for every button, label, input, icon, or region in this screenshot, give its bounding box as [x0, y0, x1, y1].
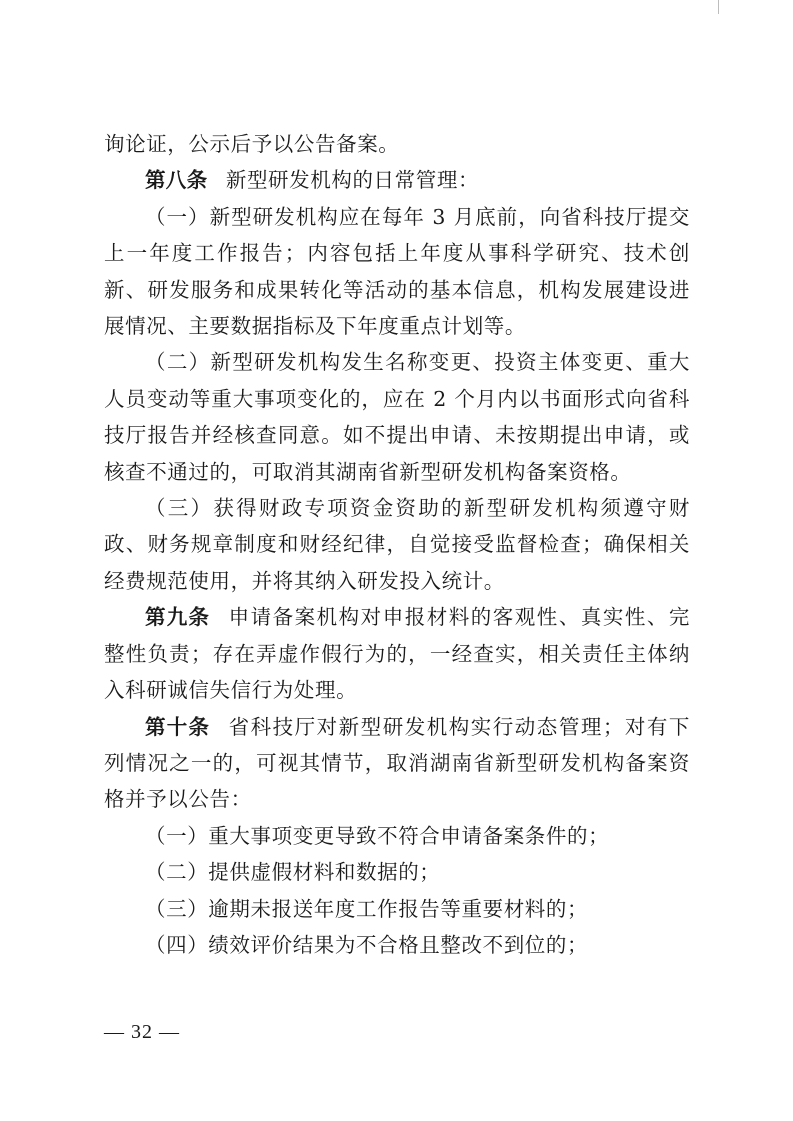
- article-10-item-3: [104, 891, 690, 927]
- article-10-item-1: [104, 818, 690, 854]
- article-10-item-2: [104, 854, 690, 890]
- document-body: [104, 126, 690, 963]
- article-8-item-3: [104, 490, 690, 599]
- paragraph-text: （三）逾期未报送年度工作报告等重要材料的；: [145, 896, 589, 921]
- article-label: 第八条: [145, 168, 208, 193]
- paragraph-text: （四）绩效评价结果为不合格且整改不到位的；: [145, 932, 589, 957]
- article-8-item-1: [104, 199, 690, 345]
- paragraph-text: 询论证，公示后予以公告备案。: [104, 132, 400, 156]
- article-8-heading: [104, 162, 690, 198]
- paragraph-continuation: [104, 126, 690, 162]
- article-label: 第九条: [145, 605, 211, 630]
- article-8-item-2: [104, 344, 690, 490]
- page-edge-mark: [718, 0, 719, 14]
- article-10: [104, 709, 690, 818]
- article-10-item-4: [104, 927, 690, 963]
- paragraph-text: 新型研发机构的日常管理：: [225, 168, 480, 193]
- paragraph-text: （二）提供虚假材料和数据的；: [145, 860, 441, 885]
- article-9: [104, 599, 690, 708]
- article-label: 第十条: [145, 714, 211, 739]
- paragraph-text: 省科技厅对新型研发机构实行动态管理；对有下列情况之一的，可视其情节，取消湖南省新型研发机构备案资格并予以公告：: [104, 714, 690, 812]
- paragraph-text: （一）新型研发机构应在每年 3 月底前，向省科技厅提交上一年度工作报告；内容包括上年度从事科学研究、技术创新、研发服务和成果转化等活动的基本信息，机构发展建设进展情况、主要数据指标及下年度重点计划等。: [104, 204, 690, 339]
- paragraph-text: （二）新型研发机构发生名称变更、投资主体变更、重大人员变动等重大事项变化的，应在 2 个月内以书面形式向省科技厅报告并经核查同意。如不提出申请、未按期提出申请，或核查不通过的，可取消其湖南省新型研发机构备案资格。: [104, 350, 690, 484]
- paragraph-text: （一）重大事项变更导致不符合申请备案条件的；: [145, 823, 610, 848]
- paragraph-text: 申请备案机构对申报材料的客观性、真实性、完整性负责；存在弄虚作假行为的，一经查实，相关责任主体纳入科研诚信失信行为处理。: [104, 605, 690, 703]
- page-number: — 32 —: [104, 1021, 180, 1043]
- paragraph-text: （三）获得财政专项资金资助的新型研发机构须遵守财政、财务规章制度和财经纪律，自觉接受监督检查；确保相关经费规范使用，并将其纳入研发投入统计。: [104, 496, 690, 593]
